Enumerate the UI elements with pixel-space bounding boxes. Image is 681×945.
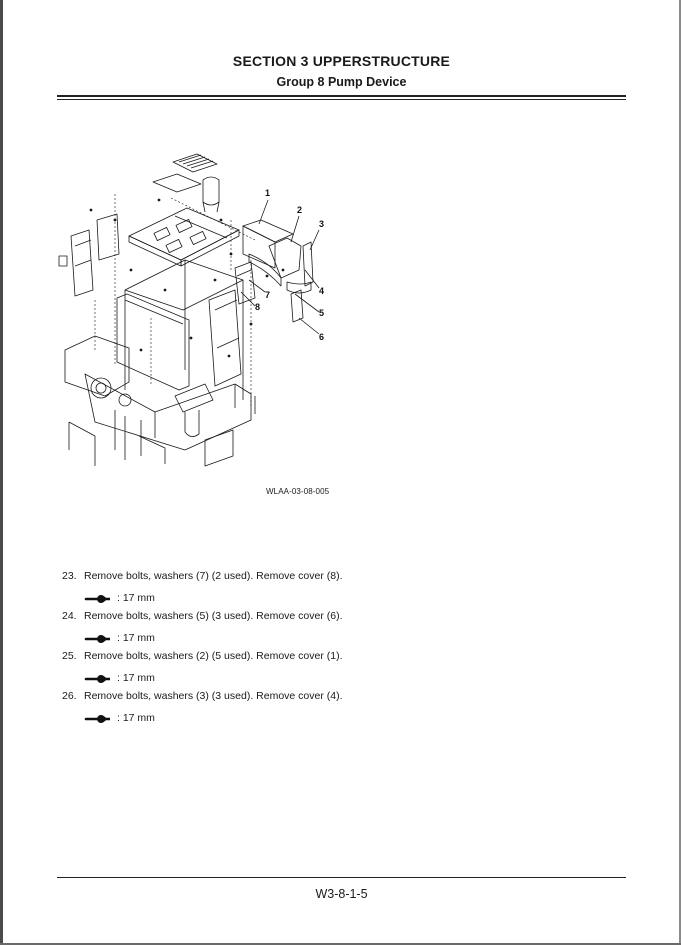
grille-part (153, 154, 217, 192)
wrench-icon (84, 634, 112, 644)
cover-6-part (291, 290, 303, 322)
frame-box (117, 260, 243, 400)
bolt-marks (90, 199, 285, 358)
step-number: 25. (62, 650, 77, 662)
step-number: 26. (62, 690, 77, 702)
side-bracket (59, 214, 119, 296)
leader-lines (241, 200, 319, 334)
spec-text: : 17 mm (117, 632, 155, 644)
callout-label: 8 (255, 302, 261, 312)
step-25 (62, 650, 352, 663)
step-26 (62, 690, 352, 703)
page-number: W3-8-1-5 (315, 887, 368, 901)
spec-text: : 17 mm (117, 672, 155, 684)
tool-spec (84, 672, 352, 686)
page-edge-left (0, 0, 3, 945)
cover-8-part (235, 262, 255, 304)
step-23 (62, 570, 352, 583)
top-plate (129, 208, 239, 266)
callout-label: 1 (265, 188, 271, 198)
step-number: 23. (62, 570, 77, 582)
callout-label: 6 (319, 332, 325, 342)
section-title: SECTION 3 UPPERSTRUCTURE (232, 53, 451, 69)
tool-spec (84, 712, 352, 726)
header-rule-thin (57, 99, 626, 100)
assembly-lines (95, 194, 255, 408)
wrench-icon (84, 594, 112, 604)
footer-rule (57, 877, 626, 878)
exploded-view-illustration (55, 150, 345, 480)
header-rule-thick (57, 95, 626, 97)
wrench-icon (84, 714, 112, 724)
step-text: Remove bolts, washers (2) (5 used). Remove cover (1). (84, 650, 343, 662)
wrench-icon (84, 674, 112, 684)
cover-1-part (243, 220, 293, 268)
chassis-part (65, 336, 255, 466)
procedure-steps (62, 570, 352, 730)
group-title: Group 8 Pump Device (276, 75, 407, 89)
duct-part (203, 177, 219, 212)
step-number: 24. (62, 610, 77, 622)
callout-label: 2 (297, 205, 303, 215)
callout-label: 5 (319, 308, 325, 318)
page-header (57, 52, 626, 90)
spec-text: : 17 mm (117, 712, 155, 724)
callout-label: 4 (319, 286, 325, 296)
step-text: Remove bolts, washers (3) (3 used). Remove cover (4). (84, 690, 343, 702)
step-24 (62, 610, 352, 623)
callout-label: 3 (319, 219, 325, 229)
spec-text: : 17 mm (117, 592, 155, 604)
step-text: Remove bolts, washers (5) (3 used). Remove cover (6). (84, 610, 343, 622)
cover-4-part (287, 242, 313, 293)
step-text: Remove bolts, washers (7) (2 used). Remove cover (8). (84, 570, 343, 582)
figure-code: WLAA-03-08-005 (266, 487, 330, 496)
tool-spec (84, 632, 352, 646)
callout-label: 7 (265, 290, 271, 300)
tool-spec (84, 592, 352, 606)
